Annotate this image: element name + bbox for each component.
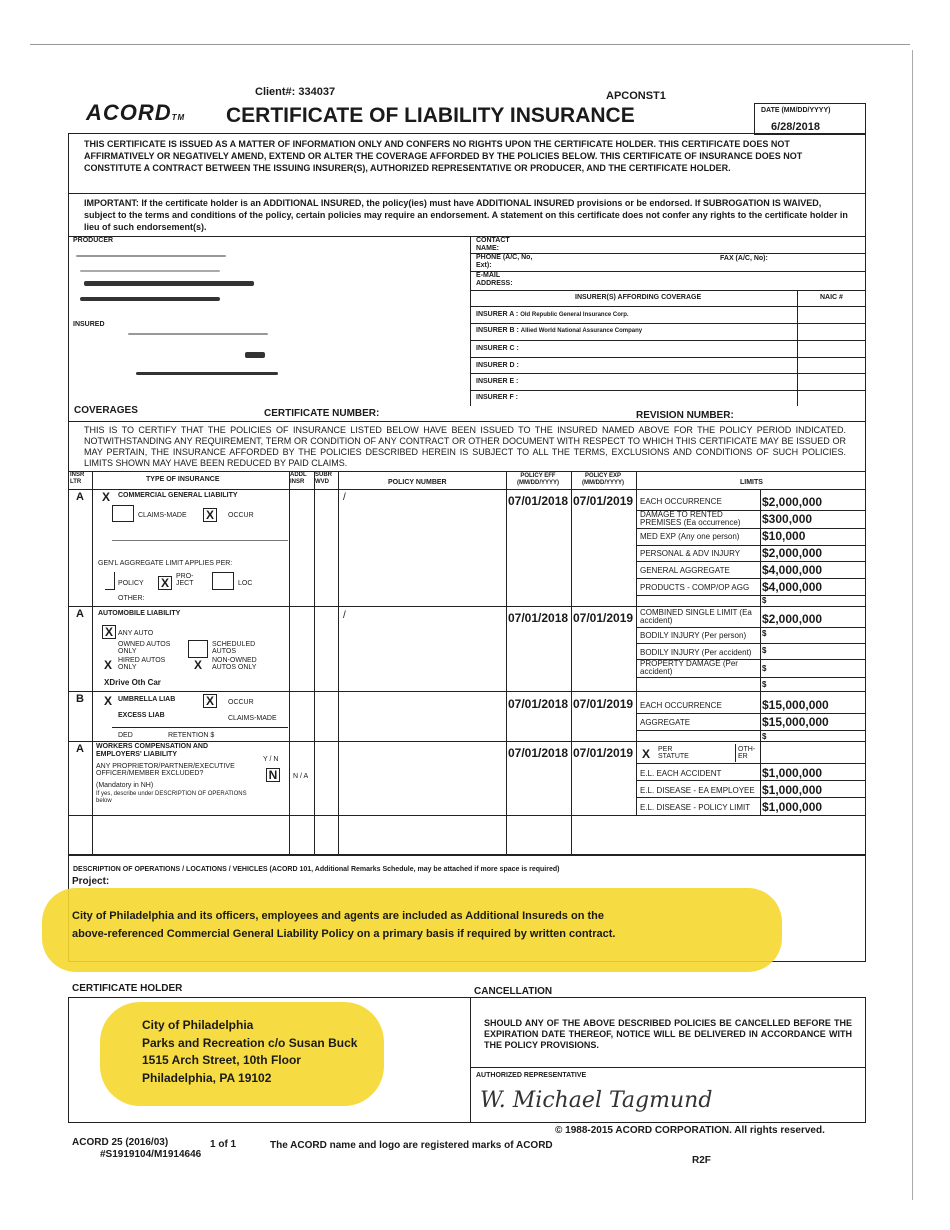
col-type: TYPE OF INSURANCE: [146, 476, 220, 483]
insurer-b: INSURER B : Allied World National Assurance Company: [476, 327, 643, 334]
na-label: N / A: [293, 773, 309, 780]
date-label: DATE (MM/DD/YYYY): [761, 107, 831, 114]
col-line: [314, 471, 315, 855]
cancellation-label: CANCELLATION: [474, 986, 553, 997]
proprietor-label: ANY PROPRIETOR/PARTNER/EXECUTIVE OFFICER/MEMBER EXCLUDED?: [96, 763, 235, 777]
excess-label: EXCESS LIAB: [118, 712, 165, 719]
col-eff: POLICY EFF (MM/DD/YYYY): [517, 473, 559, 486]
gl-type: COMMERCIAL GENERAL LIABILITY: [118, 492, 238, 499]
auto-limit-label: PROPERTY DAMAGE (Per accident): [640, 659, 738, 676]
divider: [68, 193, 866, 194]
blank-line: [112, 540, 288, 541]
col-exp: POLICY EXP (MM/DD/YYYY): [582, 473, 624, 486]
auto-limit-value: $: [762, 646, 767, 655]
wc-describe-label: If yes, describe under DESCRIPTION OF OPERATIONS below: [96, 791, 247, 804]
divider: [470, 271, 866, 272]
any-auto-label: ANY AUTO: [118, 630, 154, 637]
divider: [68, 815, 866, 816]
insurer-f: INSURER F :: [476, 394, 518, 401]
gl-limit-label: EACH OCCURRENCE: [640, 497, 722, 506]
gl-limit-value: $2,000,000: [762, 546, 823, 560]
divider: [68, 471, 866, 472]
divider: [636, 730, 866, 731]
loc-checkbox[interactable]: [212, 572, 234, 590]
yn-label: Y / N: [263, 756, 279, 763]
divider: [636, 797, 866, 798]
divider: [470, 323, 866, 324]
gl-limit-label: PERSONAL & ADV INJURY: [640, 549, 741, 558]
wc-limit-label: E.L. EACH ACCIDENT: [640, 769, 722, 778]
divider: [636, 763, 866, 764]
gl-limit-label: DAMAGE TO RENTED PREMISES (Ea occurrence): [640, 510, 741, 527]
agg-applies-label: GEN'L AGGREGATE LIMIT APPLIES PER:: [98, 560, 233, 567]
divider: [470, 997, 471, 1123]
registered-marks: The ACORD name and logo are registered marks of ACORD: [270, 1140, 553, 1151]
col-line: [289, 471, 290, 855]
auto-insr-ltr: A: [76, 608, 84, 620]
auto-policy-slash: /: [343, 610, 346, 621]
col-policy: POLICY NUMBER: [388, 479, 447, 486]
date-value: 6/28/2018: [771, 121, 820, 133]
umb-limit-value: $15,000,000: [762, 715, 829, 729]
col-line: [338, 471, 339, 855]
description-label: DESCRIPTION OF OPERATIONS / LOCATIONS / VEHICLES (ACORD 101, Additional Remarks Schedule, may be attached if more space is required): [73, 866, 560, 873]
umb-limit-label: EACH OCCURRENCE: [640, 701, 722, 710]
divider: [636, 627, 866, 628]
wc-insr-ltr: A: [76, 743, 84, 755]
divider: [797, 290, 798, 406]
umb-limit-label: AGGREGATE: [640, 718, 691, 727]
auto-limit-value: $2,000,000: [762, 612, 823, 626]
disclaimer-text: THIS CERTIFICATE IS ISSUED AS A MATTER OF INFORMATION ONLY AND CONFERS NO RIGHTS UPON THE CERTIFICATE HOLDER. THIS CERTIFICATE DOES NOT AFFIRMATIVELY OR NEGATIVELY AMEND, EXTEND OR ALTER THE COVERAGE AFFORDED BY THE POLICIES BELOW. THIS CERTIFICATE OF INSURANCE DOES NOT CONSTITUTE A CONTRACT BETWEEN THE ISSUING INSURER(S), AUTHORIZED REPRESENTATIVE OR PRODUCER, AND THE CERTIFICATE HOLDER.: [84, 139, 803, 173]
redacted-producer: [76, 255, 226, 257]
redacted-producer: [80, 270, 220, 272]
wc-limit-value: $1,000,000: [762, 800, 823, 814]
umbrella-check-x: X: [104, 694, 113, 708]
divider: [470, 306, 866, 307]
divider: [636, 780, 866, 781]
per-statute-label: PER STATUTE: [658, 746, 689, 760]
umb-limit-value: $15,000,000: [762, 698, 829, 712]
gl-limit-value: $2,000,000: [762, 495, 823, 509]
divider: [68, 421, 866, 422]
gl-check-x: X: [102, 490, 111, 504]
reference-number: #S1919104/M1914646: [100, 1149, 202, 1160]
hired-autos-label: HIRED AUTOS ONLY: [118, 657, 166, 671]
auto-exp-date: 07/01/2019: [573, 611, 634, 625]
wc-type: WORKERS COMPENSATION AND EMPLOYERS' LIABILITY: [96, 743, 208, 758]
ded-label: DED: [118, 732, 133, 739]
wc-limit-value: $1,000,000: [762, 783, 823, 797]
auto-eff-date: 07/01/2018: [508, 611, 569, 625]
naic-label: NAIC #: [820, 294, 843, 301]
coverage-statement: THIS IS TO CERTIFY THAT THE POLICIES OF INSURANCE LISTED BELOW HAVE BEEN ISSUED TO THE INSURED NAMED ABOVE FOR THE POLICY PERIOD INDICATED. NOTWITHSTANDING ANY REQUIREMENT, TERM OR CONDITION OF ANY CONTRACT OR OTHER DOCUMENT WITH RESPECT TO WHICH THIS CERTIFICATE MAY BE ISSUED OR MAY PERTAIN, THE INSURANCE AFFORDED BY THE POLICIES DESCRIBED HEREIN IS SUBJECT TO ALL THE TERMS, EXCLUSIONS AND CONDITIONS OF SUCH POLICIES. LIMITS SHOWN MAY HAVE BEEN REDUCED BY PAID CLAIMS.: [84, 425, 846, 468]
insurer-c: INSURER C :: [476, 345, 519, 352]
redacted-producer: [84, 281, 254, 286]
divider: [68, 691, 866, 692]
divider: [470, 290, 866, 291]
coverages-heading: COVERAGES: [74, 405, 142, 416]
auto-limit-value: $: [762, 680, 767, 689]
wc-limit-label: E.L. DISEASE - POLICY LIMIT: [640, 803, 751, 812]
important-text: IMPORTANT: If the certificate holder is an ADDITIONAL INSURED, the policy(ies) must have ADDITIONAL INSURED provisions or be endorsed. If SUBROGATION IS WAIVED, subject to the terms and conditions of the policy, certain policies may require an endorsement. A statement on this certificate does not confer any rights to the certificate holder in lieu of such endorsement(s).: [84, 198, 848, 232]
gl-policy-slash: /: [343, 492, 346, 503]
auto-limit-label: BODILY INJURY (Per person): [640, 631, 747, 640]
gl-limit-value: $4,000,000: [762, 563, 823, 577]
email-label: E-MAIL ADDRESS:: [476, 272, 513, 287]
divider: [636, 578, 866, 579]
redacted-insured: [245, 352, 265, 358]
insured-label: INSURED: [73, 321, 105, 328]
page-number: 1 of 1: [210, 1139, 237, 1150]
scheduled-checkbox[interactable]: [188, 640, 208, 658]
col-line: [506, 471, 507, 855]
wc-limit-label: E.L. DISEASE - EA EMPLOYEE: [640, 786, 755, 795]
claims-made-checkbox[interactable]: [112, 505, 134, 522]
producer-label: PRODUCER: [73, 237, 114, 244]
wc-eff-date: 07/01/2018: [508, 746, 569, 760]
holder-line-4: Philadelphia, PA 19102: [142, 1071, 272, 1085]
gl-insr-ltr: A: [76, 491, 84, 503]
holder-line-3: 1515 Arch Street, 10th Floor: [142, 1053, 301, 1067]
auto-type: AUTOMOBILE LIABILITY: [98, 610, 181, 617]
other-label: OTHER:: [118, 595, 145, 602]
col-line: [571, 471, 572, 855]
gl-limit-label: GENERAL AGGREGATE: [640, 566, 730, 575]
claims-made-label: CLAIMS-MADE: [138, 512, 187, 519]
divider: [112, 727, 288, 728]
umbrella-insr-ltr: B: [76, 693, 84, 705]
drive-oth-car: XDrive Oth Car: [104, 678, 161, 687]
insurer-e: INSURER E :: [476, 378, 519, 385]
occur-checkbox[interactable]: X: [203, 508, 217, 522]
acord-logo: ACORDTM: [86, 100, 186, 125]
umbrella-label: UMBRELLA LIAB: [118, 696, 176, 703]
auto-limit-value: $: [762, 664, 767, 673]
form-number: ACORD 25 (2016/03): [72, 1137, 169, 1148]
project-checkbox[interactable]: X: [158, 576, 172, 590]
footer-code: R2F: [692, 1155, 711, 1166]
certificate-number-label: CERTIFICATE NUMBER:: [264, 408, 380, 419]
divider: [636, 528, 866, 529]
holder-line-1: City of Philadelphia: [142, 1018, 254, 1032]
mandatory-nh-label: (Mandatory in NH): [96, 782, 154, 789]
description-line-1: City of Philadelphia and its officers, employees and agents are included as Additional Insureds on the: [72, 910, 604, 922]
col-addl: ADDL INSR: [290, 472, 307, 485]
divider: [636, 595, 866, 596]
redacted-insured: [128, 333, 268, 335]
occur-label: OCCUR: [228, 512, 254, 519]
auto-limit-label: BODILY INJURY (Per accident): [640, 648, 752, 657]
insurers-heading: INSURER(S) AFFORDING COVERAGE: [575, 294, 702, 301]
redacted-insured: [136, 372, 278, 375]
umb-eff-date: 07/01/2018: [508, 697, 569, 711]
phone-label: PHONE (A/C, No, Ext):: [476, 254, 533, 269]
auto-limit-label: COMBINED SINGLE LIMIT (Ea accident): [640, 608, 752, 625]
top-rule: [30, 44, 910, 45]
any-auto-checkbox[interactable]: X: [102, 625, 116, 639]
gl-limit-value: $10,000: [762, 529, 806, 543]
signature: W. Michael Tagmund: [480, 1088, 713, 1113]
project-label: PRO-JECT: [176, 573, 194, 587]
divider: [636, 643, 866, 644]
divider: [735, 744, 736, 762]
insurer-a: INSURER A : Old Republic General Insurance Corp.: [476, 311, 629, 318]
divider: [470, 390, 866, 391]
divider: [470, 373, 866, 374]
divider: [68, 236, 866, 237]
auto-limit-value: $: [762, 629, 767, 638]
certificate-holder-label: CERTIFICATE HOLDER: [72, 983, 183, 994]
page-title: CERTIFICATE OF LIABILITY INSURANCE: [226, 104, 635, 127]
gl-exp-date: 07/01/2019: [573, 494, 634, 508]
umb-limit-value: $: [762, 732, 767, 741]
divider: [470, 1067, 866, 1068]
cancellation-text: SHOULD ANY OF THE ABOVE DESCRIBED POLICIES BE CANCELLED BEFORE THE EXPIRATION DATE THEREOF, NOTICE WILL BE DELIVERED IN ACCORDANCE WITH THE POLICY PROVISIONS.: [484, 1018, 852, 1050]
divider: [470, 357, 866, 358]
divider: [470, 236, 471, 406]
divider: [636, 677, 866, 678]
nonowned-autos-label: NON-OWNED AUTOS ONLY: [212, 657, 257, 671]
oth-er-label: OTH-ER: [738, 746, 756, 760]
gl-limit-label: MED EXP (Any one person): [640, 532, 740, 541]
col-limits: LIMITS: [740, 479, 763, 486]
loc-label: LOC: [238, 580, 253, 587]
policy-checkbox[interactable]: [105, 572, 115, 590]
date-box: [754, 103, 866, 135]
holder-line-2: Parks and Recreation c/o Susan Buck: [142, 1036, 358, 1050]
insurer-d: INSURER D :: [476, 362, 519, 369]
col-insr-ltr: INSR LTR: [70, 472, 85, 485]
client-number: Client#: 334037: [255, 86, 336, 98]
col-line: [760, 489, 761, 815]
umb-occur-checkbox[interactable]: X: [203, 694, 217, 708]
divider: [636, 545, 866, 546]
wc-exp-date: 07/01/2019: [573, 746, 634, 760]
gl-limit-value: $: [762, 596, 767, 605]
owned-autos-label: OWNED AUTOS ONLY: [118, 641, 171, 655]
revision-number-label: REVISION NUMBER:: [636, 410, 734, 421]
retention-label: RETENTION $: [168, 732, 215, 739]
form-code: APCONST1: [606, 90, 666, 102]
redacted-producer: [80, 297, 220, 301]
policy-label: POLICY: [118, 580, 144, 587]
gl-limit-value: $300,000: [762, 512, 813, 526]
gl-limit-label: PRODUCTS - COMP/OP AGG: [640, 583, 750, 592]
wc-limit-value: $1,000,000: [762, 766, 823, 780]
excluded-checkbox[interactable]: N: [266, 768, 280, 782]
col-line: [92, 471, 93, 855]
per-statute-check-x: X: [642, 747, 651, 761]
divider: [68, 741, 866, 742]
scheduled-autos-label: SCHEDULED AUTOS: [212, 641, 256, 655]
right-edge: [912, 50, 913, 1200]
divider: [636, 713, 866, 714]
divider: [470, 340, 866, 341]
description-line-2: above-referenced Commercial General Liability Policy on a primary basis if required by written contract.: [72, 928, 616, 940]
fax-label: FAX (A/C, No):: [720, 255, 768, 262]
nonowned-check-x: X: [194, 658, 203, 672]
divider: [68, 489, 866, 490]
gl-limit-value: $4,000,000: [762, 580, 823, 594]
contact-label: CONTACT NAME:: [476, 237, 510, 252]
hired-check-x: X: [104, 658, 113, 672]
project-label: Project:: [72, 876, 110, 887]
divider: [636, 561, 866, 562]
copyright: © 1988-2015 ACORD CORPORATION. All rights reserved.: [555, 1125, 825, 1136]
divider: [68, 606, 866, 607]
col-subr: SUBR WVD: [315, 472, 333, 485]
umb-exp-date: 07/01/2019: [573, 697, 634, 711]
umb-claims-label: CLAIMS-MADE: [228, 715, 277, 722]
gl-eff-date: 07/01/2018: [508, 494, 569, 508]
umb-occur-label: OCCUR: [228, 699, 254, 706]
authorized-rep-label: AUTHORIZED REPRESENTATIVE: [476, 1072, 587, 1079]
